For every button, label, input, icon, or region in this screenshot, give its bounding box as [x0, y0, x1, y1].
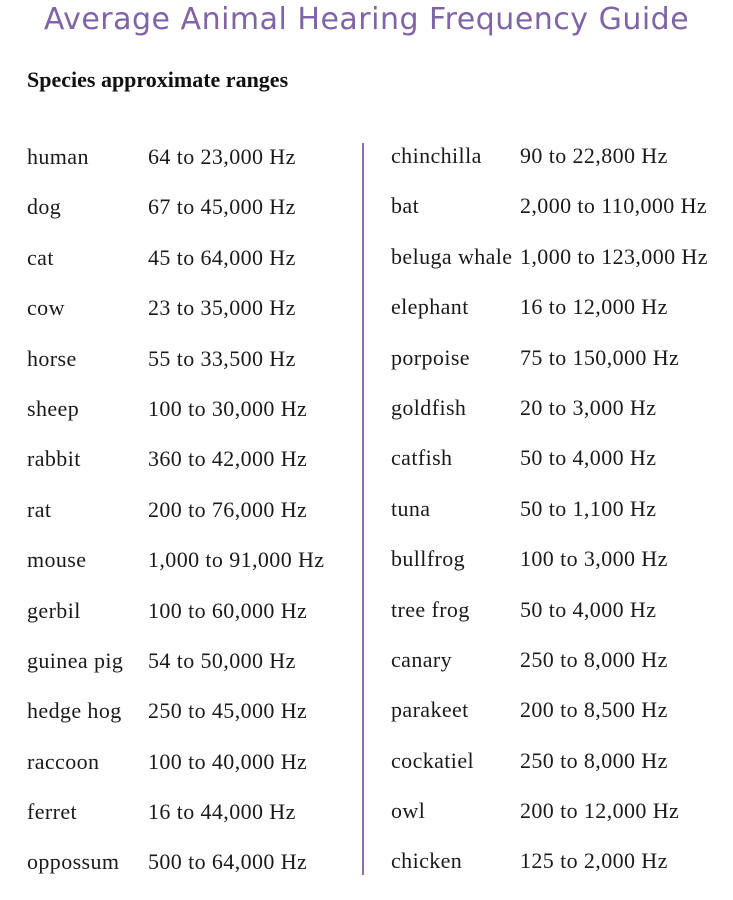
species-name: hedge hog	[27, 698, 122, 724]
species-name: canary	[391, 646, 453, 672]
frequency-range: 100 to 30,000 Hz	[148, 395, 308, 421]
frequency-range: 50 to 4,000 Hz	[520, 596, 657, 622]
frequency-range: 16 to 44,000 Hz	[148, 799, 296, 825]
page-title: Average Animal Hearing Frequency Guide	[43, 2, 690, 37]
frequency-range: 75 to 150,000 Hz	[520, 344, 680, 370]
frequency-range: 250 to 8,000 Hz	[520, 747, 668, 773]
frequency-range: 1,000 to 123,000 Hz	[520, 243, 708, 269]
frequency-range: 67 to 45,000 Hz	[148, 194, 296, 220]
species-name: porpoise	[391, 344, 470, 370]
frequency-range: 100 to 3,000 Hz	[520, 546, 668, 572]
frequency-range: 250 to 8,000 Hz	[520, 646, 668, 672]
species-name: sheep	[27, 395, 80, 421]
species-name: owl	[391, 798, 426, 824]
frequency-range: 100 to 60,000 Hz	[148, 597, 308, 623]
species-name: dog	[27, 194, 62, 220]
species-name: bullfrog	[391, 546, 466, 572]
species-name: tree frog	[391, 596, 470, 622]
species-name: oppossum	[27, 849, 120, 875]
frequency-range: 55 to 33,500 Hz	[148, 345, 296, 371]
page-subtitle: Species approximate ranges	[27, 67, 289, 92]
frequency-range: 125 to 2,000 Hz	[520, 848, 668, 874]
frequency-range: 50 to 1,100 Hz	[520, 495, 657, 521]
frequency-range: 200 to 12,000 Hz	[520, 798, 680, 824]
species-name: elephant	[391, 294, 469, 320]
frequency-range: 2,000 to 110,000 Hz	[520, 193, 708, 219]
species-name: catfish	[391, 445, 453, 471]
column-divider	[362, 143, 364, 875]
frequency-range: 64 to 23,000 Hz	[148, 144, 296, 169]
species-name: chicken	[391, 848, 463, 874]
species-name: parakeet	[391, 697, 469, 723]
frequency-range: 54 to 50,000 Hz	[148, 647, 296, 673]
species-name: guinea pig	[27, 647, 124, 673]
species-name: tuna	[391, 495, 431, 521]
frequency-range: 90 to 22,800 Hz	[520, 143, 668, 168]
frequency-range: 200 to 76,000 Hz	[148, 496, 308, 522]
frequency-range: 200 to 8,500 Hz	[520, 697, 668, 723]
species-name: rabbit	[27, 446, 81, 472]
species-name: bat	[391, 193, 420, 219]
species-name: human	[27, 144, 89, 169]
frequency-range: 360 to 42,000 Hz	[148, 446, 308, 472]
species-name: beluga whale	[391, 243, 513, 269]
frequency-range: 500 to 64,000 Hz	[148, 849, 308, 875]
species-name: cow	[27, 295, 65, 321]
species-name: gerbil	[27, 597, 81, 623]
species-name: chinchilla	[391, 143, 482, 168]
species-name: goldfish	[391, 394, 467, 420]
frequency-range: 16 to 12,000 Hz	[520, 294, 668, 320]
frequency-range: 250 to 45,000 Hz	[148, 698, 308, 724]
species-name: cat	[27, 244, 54, 270]
frequency-range: 45 to 64,000 Hz	[148, 244, 296, 270]
frequency-range: 1,000 to 91,000 Hz	[148, 547, 325, 573]
species-name: ferret	[27, 799, 78, 825]
frequency-range: 100 to 40,000 Hz	[148, 748, 308, 774]
species-name: raccoon	[27, 748, 100, 774]
frequency-range: 23 to 35,000 Hz	[148, 295, 296, 321]
frequency-range: 50 to 4,000 Hz	[520, 445, 657, 471]
species-name: rat	[27, 496, 52, 522]
species-name: mouse	[27, 547, 87, 573]
species-name: cockatiel	[391, 747, 474, 773]
species-name: horse	[27, 345, 77, 371]
frequency-range: 20 to 3,000 Hz	[520, 394, 657, 420]
